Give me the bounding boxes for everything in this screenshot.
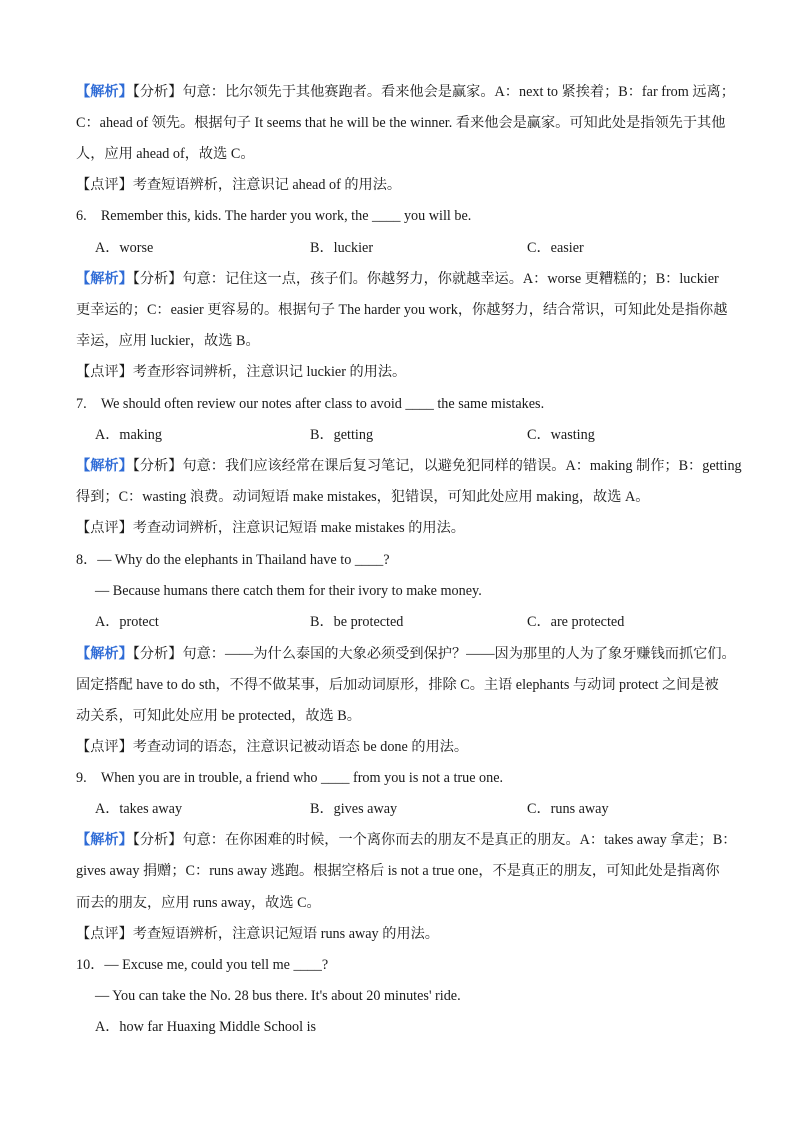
q6-question: 6. Remember this, kids. The harder you work, the ____ you will be. (76, 208, 472, 224)
q6-analysis-line-1 (76, 269, 754, 289)
q9-option-c: C．runs away (527, 801, 609, 817)
q6-option-a: A．worse (95, 240, 154, 256)
q5-analysis-line-1 (76, 82, 754, 102)
q7-analysis-line-1 (76, 456, 754, 476)
q7-comment: 【点评】考查动词辨析，注意识记短语 make mistakes 的用法。 (76, 520, 465, 536)
q9-analysis-line-3: 而去的朋友，应用 runs away，故选 C。 (76, 895, 321, 911)
q8-option-b: B．be protected (310, 614, 404, 630)
q9-analysis-line-2: gives away 捐赠；C：runs away 逃跑。根据空格后 is not a true one，不是真正的朋友，可知此处是指离你 (76, 863, 720, 879)
q8-option-c: C．are protected (527, 614, 625, 630)
q5-analysis-line-3: 人，应用 ahead of，故选 C。 (76, 146, 255, 162)
q7-option-a: A．making (95, 427, 162, 443)
q9-comment: 【点评】考查短语辨析，注意识记短语 runs away 的用法。 (76, 926, 439, 942)
analysis-tag: 【解析】 (76, 832, 133, 848)
analysis-text: 【分析】句意：我们应该经常在课后复习笔记，以避免犯同样的错误。A：making 制作；B：getting (132, 458, 742, 474)
q7-option-c: C．wasting (527, 427, 595, 443)
analysis-tag: 【解析】 (76, 271, 133, 287)
q5-comment: 【点评】考查短语辨析，注意识记 ahead of 的用法。 (76, 177, 402, 193)
q6-analysis-line-2: 更幸运的；C：easier 更容易的。根据句子 The harder you work，你越努力，结合常识，可知此处是指你越 (76, 302, 728, 318)
q6-analysis-line-3: 幸运，应用 luckier，故选 B。 (76, 333, 260, 349)
q8-question: 8．— Why do the elephants in Thailand have to ____? (76, 552, 390, 568)
q10-question: 10．— Excuse me, could you tell me ____? (76, 957, 329, 973)
q6-option-b: B．luckier (310, 240, 374, 256)
q8-option-a: A．protect (95, 614, 159, 630)
q6-comment: 【点评】考查形容词辨析，注意识记 luckier 的用法。 (76, 364, 407, 380)
q7-option-b: B．getting (310, 427, 374, 443)
q9-option-b: B．gives away (310, 801, 398, 817)
q6-option-c: C．easier (527, 240, 584, 256)
q8-analysis-line-1 (76, 644, 754, 664)
q8-question-line-2: — Because humans there catch them for their ivory to make money. (95, 583, 482, 599)
q8-analysis-line-3: 动关系，可知此处应用 be protected，故选 B。 (76, 708, 361, 724)
q7-analysis-line-2: 得到；C：wasting 浪费。动词短语 make mistakes，犯错误，可知此处应用 making，故选 A。 (76, 489, 650, 505)
q8-analysis-line-2: 固定搭配 have to do sth，不得不做某事，后加动词原形，排除 C。主语 elephants 与动词 protect 之间是被 (76, 677, 719, 693)
analysis-text: 【分析】句意：比尔领先于其他赛跑者。看来他会是赢家。A：next to 紧挨着；B：far from 远离； (132, 84, 735, 100)
q10-question-line-2: — You can take the No. 28 bus there. It's about 20 minutes' ride. (95, 988, 461, 1004)
q5-analysis-line-2: C：ahead of 领先。根据句子 It seems that he will be the winner. 看来他会是赢家。可知此处是指领先于其他 (76, 115, 726, 131)
analysis-text: 【分析】句意：在你困难的时候，一个离你而去的朋友不是真正的朋友。A：takes away 拿走；B： (132, 832, 737, 848)
q9-analysis-line-1 (76, 830, 754, 850)
analysis-text: 【分析】句意：记住这一点，孩子们。你越努力，你就越幸运。A：worse 更糟糕的；B：luckier (132, 271, 719, 287)
q7-question: 7. We should often review our notes after class to avoid ____ the same mistakes. (76, 396, 545, 412)
analysis-tag: 【解析】 (76, 458, 133, 474)
q8-comment: 【点评】考查动词的语态，注意识记被动语态 be done 的用法。 (76, 739, 469, 755)
analysis-tag: 【解析】 (76, 646, 133, 662)
analysis-tag: 【解析】 (76, 84, 133, 100)
analysis-text: 【分析】句意：——为什么泰国的大象必须受到保护？——因为那里的人为了象牙赚钱而抓它们。 (132, 646, 736, 662)
q9-option-a: A．takes away (95, 801, 183, 817)
q9-question: 9. When you are in trouble, a friend who ____ from you is not a true one. (76, 770, 504, 786)
q10-option-a: A．how far Huaxing Middle School is (95, 1019, 317, 1035)
